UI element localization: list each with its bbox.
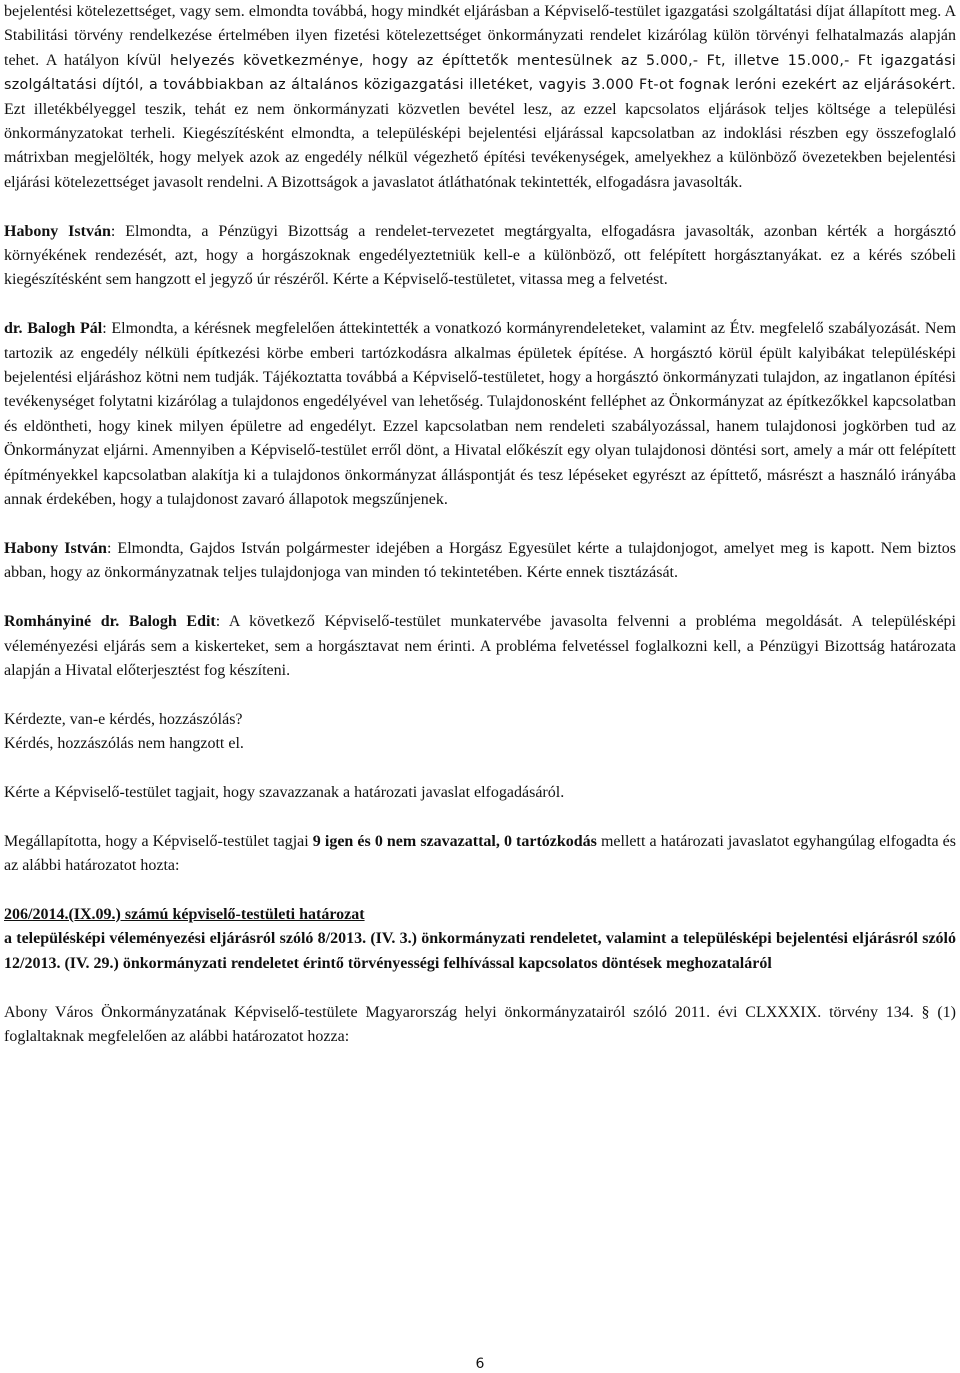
- speaker-name: Balogh Pál: [27, 320, 103, 338]
- vote-result-prefix: Megállapította, hogy a Képviselő-testület tagjai: [4, 832, 313, 850]
- speaker-prefix: dr.: [4, 320, 28, 338]
- vote-result-suffix: mellett a határozati javaslatot egyhangúlag elfogadta és az alábbi határozatot hozta:: [4, 832, 957, 875]
- resolution-intro: Abony Város Önkormányzatának Képviselő-testülete Magyarország helyi önkormányzatairól szóló 2011. évi CLXXXIX. törvény 134. § (1) foglaltaknak megfelelően az alábbi határozatot hozza:: [4, 1003, 956, 1045]
- no-question-line: Kérdés, hozzászólás nem hangzott el.: [4, 735, 244, 753]
- speaker-name: Habony István: [4, 222, 111, 240]
- paragraph-text: : Elmondta, a kérésnek megfelelően áttekintették a vonatkozó kormányrendeleteket, valamint az Étv. megfelelő szabályozását. Nem tartozik az engedély nélküli építkezési körbe emberi tartózkodásra alkalmas épületek építése. A horgásztó körül épült kalyibákat településképi bejelentési eljáráshoz kötni nem tudják. Tájékoztatta továbbá a Képviselő-testületet, hogy a horgásztó önkormányzati tulajdon, az ingatlanon építési tevékenységet folytatni kizárólag a tulajdonos engedélyével van lehetőség. Tulajdonosként felléphet az Önkormányzat az építkezőkkel kapcsolatban és eldöntheti, hogy kinek milyen épületre ad engedélyt. Ezzel kapcsolatban nem rendeleti szabályozással, hanem tulajdonosi jogkörben tud az Önkormányzat eljárni. Amennyiben a Képviselő-testület erről dönt, a Hivatal előkészít egy olyan tulajdonosi döntési sort, amely a már ott felépített építményekkel kapcsolatban alakítja ki a tulajdonos önkormányzat álláspontját és tesz lépéseket egyrészt az építtető, másrészt a használó irányába annak érdekében, hogy a tulajdonost zavaró állapotok megszűnjenek.: [4, 320, 957, 509]
- vote-request: Kérte a Képviselő-testület tagjait, hogy szavazzanak a határozati javaslat elfogadásáról.: [4, 783, 565, 801]
- paragraph-balogh-pal: [4, 317, 956, 512]
- paragraph-habony-1: [4, 220, 956, 293]
- paragraph-stability-act: [4, 0, 956, 195]
- paragraph-habony-2: [4, 537, 956, 586]
- vote-result: [4, 830, 956, 879]
- resolution-number: 206/2014.(IX.09.) számú képviselő-testületi határozat: [4, 905, 365, 923]
- resolution-title: a településképi véleményezési eljárásról szóló 8/2013. (IV. 3.) önkormányzati rendeletet, valamint a településképi bejelentési eljárásról szóló 12/2013. (IV. 29.) önkormányzati rendeletet érintő törvényességi felhívással kapcsolatos döntések meghozataláról: [4, 930, 956, 972]
- speaker-prefix: Romhányiné dr.: [4, 613, 129, 631]
- speaker-name: Balogh Edit: [128, 613, 216, 631]
- question-line: Kérdezte, van-e kérdés, hozzászólás?: [4, 710, 243, 728]
- vote-result-count: 9 igen és 0 nem szavazattal, 0 tartózkodás: [312, 832, 597, 850]
- paragraph-text: Ezt illetékbélyeggel teszik, tehát ez nem önkormányzati közvetlen bevétel lesz, az ezzel kapcsolatos eljárások teljes költsége a települési önkormányzatokat terheli. Kiegészítésként elmondta, a településképi bejelentési eljárással kapcsolatban az indoklási részben egy összefoglaló mátrixban megjelölték, hogy melyek azok az engedély nélkül végezhető építési tevékenységek, amelyekhez a különböző övezetekben bejelentési eljárási kötelezettséget javasolt rendelni. A Bizottságok a javaslatot átláthatónak tekintették, elfogadásra javasolták.: [4, 100, 956, 191]
- page-number: 6: [475, 1356, 485, 1372]
- paragraph-text: : Elmondta, a Pénzügyi Bizottság a rendelet-tervezetet megtárgyalta, elfogadásra javasolták, azonban kérték a horgásztó környékének rendezését, azt, hogy a horgászoknak engedélyeztetniük kell-e a különböző, ott felépített horgásztanyákat. ez a kérés szóbeli kiegészítésként sem hangzott el jegyző úr részéről. Kérte a Képviselő-testületet, vitassa meg a felvetést.: [4, 222, 956, 289]
- paragraph-text: bejelentési kötelezettséget, vagy sem. elmondta továbbá, hogy mindkét eljárásban a Képviselő-testület igazgatási szolgáltatási díjat állapított meg. A Stabilitási törvény rendelkezése értelmében ilyen fizetési kötelezettséget önkormányzati rendelet kizárólag külön törvényi felhatalmazás alapján tehet. A hatályon: [4, 3, 956, 69]
- document-page: [4, 0, 956, 1049]
- paragraph-text: : A következő Képviselő-testület munkatervébe javasolta felvenni a probléma megoldását. A településképi véleményezési eljárás sem a kiskerteket, sem a horgásztavat nem érinti. A probléma felvetéssel foglalkozni kell, a Pénzügyi Bizottság határozata alapján a Hivatal előterjesztést fog készíteni.: [4, 613, 957, 679]
- speaker-name: Habony István: [4, 539, 107, 557]
- paragraph-text-sans: kívül helyezés következménye, hogy az építtetők mentesülnek az 5.000,- Ft, illetve 15.000,- Ft igazgatási szolgáltatási díjtól, a továbbiakban az általános közigazgatási illetéket, vagyis 3.000 Ft-ot fognak leróni ezekért az eljárásokért.: [4, 52, 956, 94]
- paragraph-text: : Elmondta, Gajdos István polgármester idejében a Horgász Egyesület kérte a tulajdonjogot, amelyet meg is kapott. Nem biztos abban, hogy az önkormányzatnak teljes tulajdonjoga van minden tó tekintetében. Kérte ennek tisztázását.: [4, 539, 956, 582]
- paragraph-balogh-edit: [4, 610, 956, 683]
